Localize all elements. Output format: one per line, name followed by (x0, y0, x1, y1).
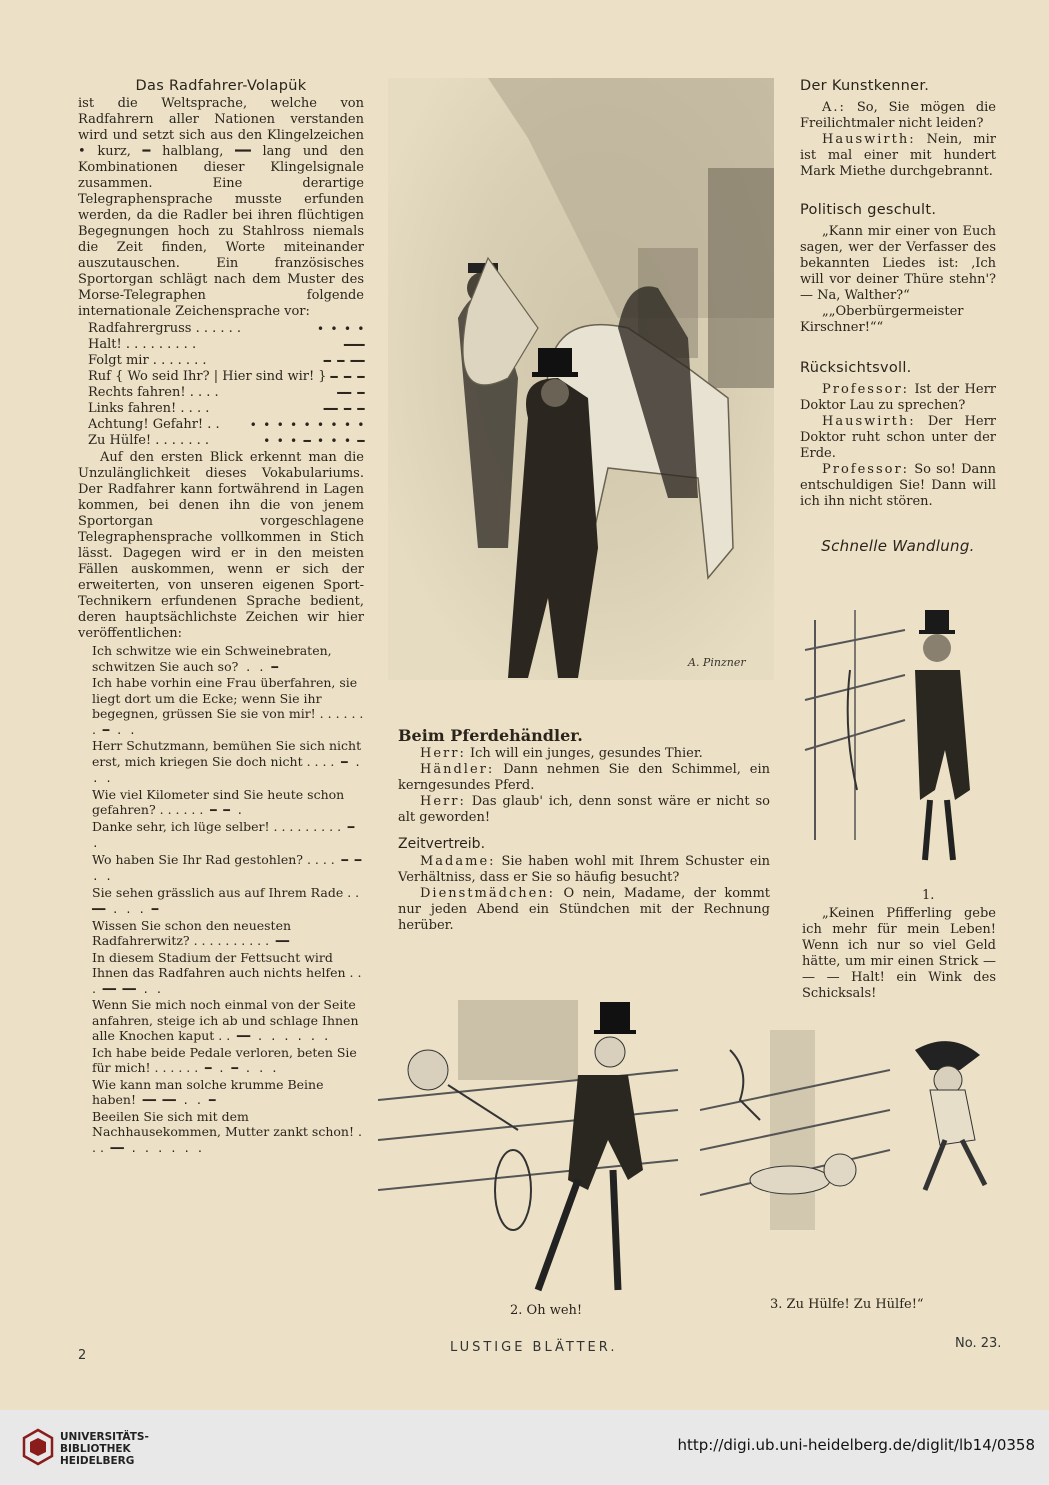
signal-row (88, 321, 364, 337)
speaker-name: Dienstmädchen: (420, 886, 556, 901)
dialogue-line (398, 794, 770, 826)
signal-code: ━━━ (343, 338, 364, 352)
paragraph-2: Auf den ersten Blick erkennt man die Unzulänglichkeit dieses Vokabulariums. Der Radfahrer kann fortwährend in Lagen kommen, bei denen ihn die von jenem Sportorgan vorgeschlagene Telegraphensprache vollkommen in Stich lässt. Dagegen wird er in den meisten Fällen auskommen, wenn er sich der erweiterten, von unseren eigenen Sport-Technikern erfundenen Sprache bedient, deren hauptsächlichste Zeichen wir hier veröffentlichen: (78, 450, 364, 641)
speaker-name: Hauswirth: (822, 414, 916, 429)
horse-dealer-illustration (388, 78, 774, 680)
caption-2: 2. Oh weh! (510, 1303, 583, 1318)
example-item (78, 997, 364, 1045)
example-code: ━ . . (95, 723, 136, 737)
speaker-name: Herr: (420, 794, 466, 809)
schnelle-wandlung-title: Schnelle Wandlung. (821, 537, 975, 555)
cartoon-2-drawing (378, 990, 688, 1310)
dialogue-line (398, 746, 770, 762)
ruecksichtsvoll-title: Rücksichtsvoll. (800, 360, 912, 376)
library-name-line: UNIVERSITÄTS- (60, 1431, 149, 1443)
signal-code: ━━ ━ (337, 386, 364, 400)
left-column (78, 78, 364, 1156)
dialogue-text: Nein, mir ist mal einer mit hundert Mark Miethe durchgebrannt. (800, 132, 996, 179)
example-code: ━ . ━ . . . (198, 1062, 278, 1075)
library-name-line: HEIDELBERG (60, 1455, 135, 1467)
library-name-line: BIBLIOTHEK (60, 1443, 131, 1455)
zeitvertreib-dialogue (398, 854, 770, 934)
signal-label: Folgt mir . . . . . . . (88, 353, 207, 368)
signal-row (88, 353, 364, 369)
dialogue-text: So so! Dann entschuldigen Sie! Dann will ich ihn nicht stören. (800, 462, 996, 509)
dialogue-line (800, 132, 996, 180)
example-item (78, 950, 364, 998)
signal-code: ━━ ━ ━ (323, 402, 364, 416)
example-text: Wo haben Sie Ihr Rad gestohlen? . . . . (92, 851, 335, 867)
dialogue-text: O nein, Madame, der kommt nur jeden Abend ein Stündchen mit der Rechnung herüber. (398, 886, 770, 933)
example-text: Wenn Sie mich noch einmal von der Seite anfahren, steige ich ab und schlage Ihnen alle Knochen kaput . . (92, 997, 359, 1043)
dialogue-text: Ist der Herr Doktor Lau zu sprechen? (800, 382, 996, 413)
zeitvertreib-title: Zeitvertreib. (398, 836, 486, 852)
example-item (78, 738, 364, 787)
speaker-name: Madame: (420, 854, 496, 869)
signal-label: Achtung! Gefahr! . . (88, 417, 220, 432)
cartoon-3-drawing (700, 1010, 1005, 1300)
signal-code: ━ ━ ━━ (323, 354, 364, 368)
example-item (78, 1077, 364, 1109)
signal-code: ━ ━ ━ (330, 370, 364, 384)
dialogue-text: Das glaub' ich, denn sonst wäre er nicht so alt geworden! (398, 794, 770, 825)
signal-label: Links fahren! . . . . (88, 401, 210, 416)
example-item (78, 819, 364, 852)
example-text: Wie viel Kilometer sind Sie heute schon gefahren? . . . . . . (92, 786, 345, 817)
example-text: Beeilen Sie sich mit dem Nachhausekommen, Mutter zankt schon! . . . (92, 1108, 362, 1155)
signal-code: • • • • (316, 322, 364, 336)
example-code: ━━ ━━ . . ━ (135, 1094, 216, 1107)
example-item (78, 918, 364, 950)
horse-dealer-title: Beim Pferdehändler. (398, 726, 583, 745)
dialogue-line (800, 382, 996, 414)
page-number: 2 (78, 1348, 87, 1363)
signal-label: Halt! . . . . . . . . . (88, 337, 197, 352)
schnelle-wandlung-text: „Keinen Pfifferling gebe ich mehr für mein Leben! Wenn ich nur so viel Geld hätte, um mir einen Strick — — — Halt! ein Wink des Schicksals! (802, 906, 996, 1001)
signal-row (88, 385, 364, 401)
example-item (78, 787, 364, 819)
example-text: Ich habe vorhin eine Frau überfahren, sie liegt dort um die Ecke; wenn Sie ihr begegnen, grüssen Sie sie von mir! . . . . . . . (92, 675, 364, 737)
cartoon-panel-3 (700, 1010, 1005, 1300)
signal-row (88, 401, 364, 417)
right-column (800, 78, 996, 556)
example-text: In diesem Stadium der Fettsucht wird Ihnen das Radfahren auch nichts helfen . . . (92, 949, 362, 996)
cartoon-panel-1 (795, 590, 1007, 880)
dialogue-line (398, 762, 770, 794)
kunstkenner-title: Der Kunstkenner. (800, 78, 930, 94)
speaker-name: Herr: (420, 746, 466, 761)
article-title-volapuek: Das Radfahrer-Volapük (135, 78, 307, 94)
library-logo-icon (22, 1428, 54, 1470)
library-footer-bar (0, 1410, 1049, 1485)
kunstkenner-dialogue (800, 100, 996, 180)
signal-row (88, 369, 364, 385)
example-code: ━ . . . (92, 755, 361, 785)
signal-code: • • • • • • • • • (249, 418, 364, 432)
example-item (78, 675, 364, 738)
signal-label: Radfahrergruss . . . . . . (88, 321, 242, 336)
issue-number: No. 23. (955, 1336, 1002, 1351)
example-text: Wissen Sie schon den neuesten Radfahrerwitz? . . . . . . . . . . (92, 917, 292, 948)
example-code: ━ ━ . . (92, 853, 362, 883)
example-item (78, 1109, 364, 1157)
example-code: ━━ ━━ . . (95, 982, 163, 996)
speaker-name: Hauswirth: (822, 132, 916, 147)
example-text: Ich habe beide Pedale verloren, beten Sie für mich! . . . . . . (92, 1044, 357, 1075)
dialogue-line (800, 414, 996, 462)
artist-signature: A. Pinzner (688, 656, 746, 669)
signal-row (88, 417, 364, 433)
cartoon-1-drawing (795, 590, 1007, 880)
speaker-name: Professor: (822, 462, 910, 477)
dialogue-text: Ich will ein junges, gesundes Thier. (465, 746, 703, 761)
dialogue-text: Der Herr Doktor ruht schon unter der Erde. (800, 414, 996, 461)
example-code: ━ ━ . (203, 804, 244, 817)
middle-text-column (398, 728, 770, 934)
signal-list (78, 321, 364, 449)
example-text: Sie sehen grässlich aus auf Ihrem Rade . . (92, 884, 360, 900)
caption-3: 3. Zu Hülfe! Zu Hülfe!“ (770, 1297, 924, 1312)
dialogue-text: So, Sie mögen die Freilichtmaler nicht leiden? (800, 100, 996, 131)
dialogue-line (800, 100, 996, 132)
caption-1: 1. (922, 888, 935, 903)
source-url-link[interactable]: http://digi.ub.uni-heidelberg.de/diglit/lb14/0358 (677, 1436, 1035, 1454)
politisch-title: Politisch geschult. (800, 202, 937, 218)
example-item (78, 885, 364, 918)
speaker-name: A.: (822, 100, 846, 115)
dialogue-text: Sie haben wohl mit Ihrem Schuster ein Verhältniss, dass er Sie so häufig besucht? (398, 854, 770, 885)
magazine-name: LUSTIGE BLÄTTER. (450, 1340, 618, 1355)
signal-row (88, 337, 364, 353)
example-code: ━━ . . . . . . (230, 1030, 330, 1043)
signal-code: • • • ━ • • • ━ (263, 434, 364, 448)
signal-label: Zu Hülfe! . . . . . . . (88, 433, 209, 448)
example-code: ━━ . . . . . . (103, 1141, 204, 1155)
horse-dealer-dialogue (398, 746, 770, 826)
example-item (78, 852, 364, 885)
ruecksichtsvoll-dialogue (800, 382, 996, 510)
signal-row (88, 433, 364, 449)
example-text: Wie kann man solche krumme Beine haben! (92, 1076, 324, 1107)
politisch-answer: „„Oberbürgermeister Kirschner!““ (800, 304, 964, 335)
dialogue-line (398, 854, 770, 886)
signal-label: Rechts fahren! . . . . (88, 385, 219, 400)
intro-text: ist die Weltsprache, welche von Radfahrern aller Nationen verstanden wird und setzt sich aus den Klingelzeichen • kurz, ━ halblang, ━━ lang und den Kombinationen dieser Klingelsignale zusammen. Eine derartige Telegraphensprache musste erfunden werden, da die Radler bei ihren flüchtigen Begegnungen hoch zu Stahlross niemals die Zeit finden, Worte miteinander auszutauschen. Ein französisches Sportorgan schlägt nach dem Muster des Morse-Telegraphen folgende internationale Zeichensprache vor: (78, 96, 364, 319)
politisch-text: „Kann mir einer von Euch sagen, wer der Verfasser des bekannten Liedes ist: ‚Ich will vor deiner Thüre stehn'? — Na, Walther?“ (800, 224, 996, 303)
example-list (78, 643, 364, 1156)
example-item (78, 1045, 364, 1077)
example-item (78, 643, 364, 675)
cartoon-panel-2 (378, 990, 688, 1310)
speaker-name: Professor: (822, 382, 910, 397)
example-text: Herr Schutzmann, bemühen Sie sich nicht erst, mich kriegen Sie doch nicht . . . . (92, 738, 362, 769)
example-code: ━━ (269, 935, 289, 948)
example-code: ━ . (92, 820, 355, 850)
dialogue-text: Dann nehmen Sie den Schimmel, ein kerngesundes Pferd. (398, 762, 770, 793)
dialogue-line (800, 462, 996, 510)
horse-scene-drawing (388, 78, 774, 680)
signal-label: Ruf { Wo seid Ihr? | Hier sind wir! } (88, 369, 327, 384)
library-name (60, 1431, 149, 1467)
example-code: . . ━ (238, 660, 279, 674)
example-code: ━━ . . . ━ (92, 903, 159, 916)
dialogue-line (398, 886, 770, 934)
example-text: Danke sehr, ich lüge selber! . . . . . . . . . (92, 818, 342, 834)
speaker-name: Händler: (420, 762, 495, 777)
example-text: Ich schwitze wie ein Schweinebraten, schwitzen Sie auch so? (92, 643, 332, 674)
